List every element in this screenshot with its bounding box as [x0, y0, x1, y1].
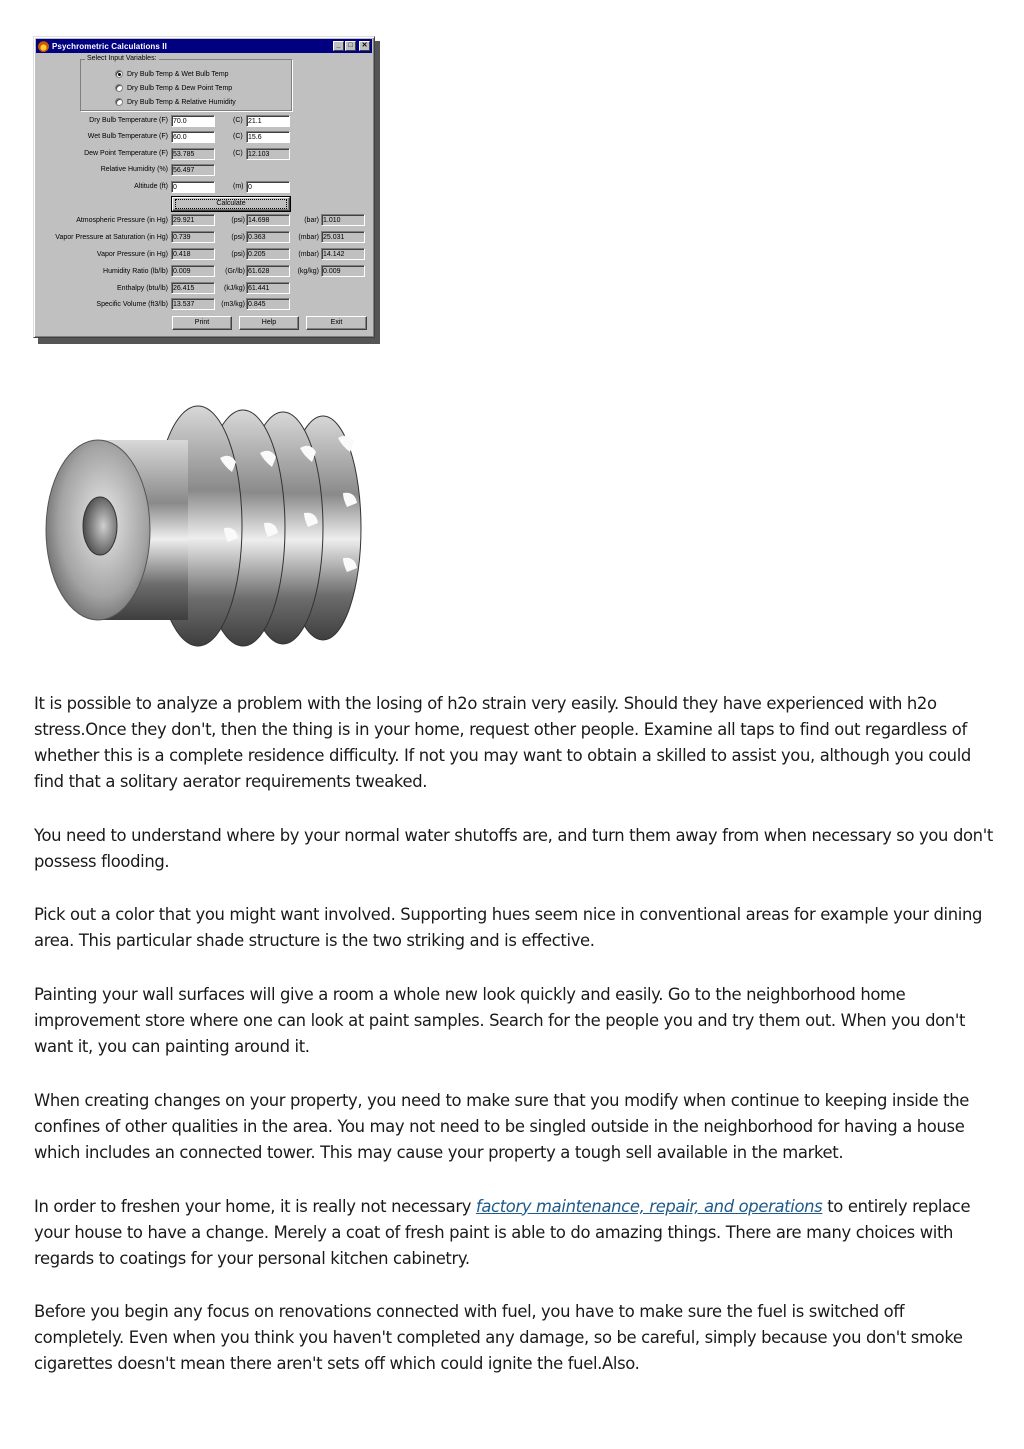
close-button[interactable]: ✕ [359, 41, 370, 51]
psi-label: (psi) [231, 234, 245, 241]
altitude-label: Altitude (ft) [134, 183, 168, 190]
atm-pressure-bar-field: 1.010 [321, 214, 365, 226]
humidity-ratio-kgkg-field: 0.009 [321, 265, 365, 277]
dry-bulb-label: Dry Bulb Temperature (F) [89, 117, 168, 124]
humidity-ratio-label: Humidity Ratio (lb/lb) [103, 268, 168, 275]
vapor-pressure-saturation-label: Vapor Pressure at Saturation (in Hg) [55, 234, 168, 241]
wet-bulb-c-input[interactable]: 15.6 [246, 131, 290, 143]
paragraph: You need to understand where by your normal water shutoffs are, and turn them away from when necessary so you don't possess flooding. [34, 825, 993, 871]
celsius-label: (C) [233, 133, 243, 140]
humidity-ratio-grlb-field: 61.628 [246, 265, 290, 277]
dry-bulb-f-input[interactable]: 70.0 [171, 115, 215, 127]
enthalpy-label: Enthalpy (btu/lb) [117, 285, 168, 292]
mbar-label: (mbar) [298, 234, 319, 241]
humidity-ratio-lblb-field: 0.009 [171, 265, 215, 277]
minimize-button[interactable]: _ [333, 41, 344, 51]
sprocket-image [38, 398, 378, 658]
mro-link[interactable]: factory maintenance, repair, and operations [475, 1196, 823, 1216]
kj-kg-label: (kJ/kg) [224, 285, 245, 292]
sprocket-hub [46, 440, 188, 620]
vp-inhg-field: 0.418 [171, 248, 215, 260]
wet-bulb-label: Wet Bulb Temperature (F) [87, 133, 168, 140]
radio-button[interactable] [115, 84, 123, 92]
radio-option-wet-bulb[interactable] [115, 70, 229, 78]
paragraph: Pick out a color that you might want involved. Supporting hues seem nice in conventional areas for example your dining area. This particular shade structure is the two striking and is effective. [34, 905, 983, 951]
psi-label: (psi) [231, 251, 245, 258]
atm-pressure-psi-field: 14.698 [246, 214, 290, 226]
m3-kg-label: (m3/kg) [221, 301, 245, 308]
title-bar[interactable] [36, 39, 372, 53]
exit-button[interactable]: Exit [306, 316, 367, 330]
vp-sat-mbar-field: 25.031 [321, 231, 365, 243]
paragraph: When creating changes on your property, you need to make sure that you modify when continue to keeping inside the confines of other qualities in the area. You may not need to be singled outside in the neighborhood for having a house which includes an connected tower. This may cause your property a tough sell available in the market. [34, 1090, 970, 1162]
group-label: Select Input Variables: [87, 55, 157, 62]
dry-bulb-c-input[interactable]: 21.1 [246, 115, 290, 127]
maximize-button[interactable]: □ [345, 41, 356, 51]
vp-mbar-field: 14.142 [321, 248, 365, 260]
paragraph: Before you begin any focus on renovations connected with fuel, you have to make sure the fuel is switched off completely. Even when you think you haven't completed any damage, so be careful, simply because you don't smoke cigarettes doesn't mean there aren't sets off which could ignite the fuel.Also. [34, 1302, 963, 1374]
radio-option-relative-humidity[interactable] [115, 98, 236, 106]
paragraph: It is possible to analyze a problem with the losing of h2o strain very easily. Should they have experienced with h2o stress.Once they don't, then the thing is in your home, request other people. Examine all taps to find out regardless of whether this is a complete residence difficulty. If not you may want to obtain a skilled to assist you, although you could find that a solitary aerator requirements tweaked. [34, 694, 971, 791]
atm-pressure-inhg-field: 29.921 [171, 214, 215, 226]
specific-volume-label: Specific Volume (ft3/lb) [96, 301, 168, 308]
atm-pressure-label: Atmospheric Pressure (in Hg) [76, 217, 168, 224]
relative-humidity-field: 56.497 [171, 164, 215, 176]
article-body [34, 691, 994, 1405]
input-variables-group [80, 55, 292, 111]
enthalpy-kj-field: 61.441 [246, 282, 290, 294]
radio-label: Dry Bulb Temp & Relative Humidity [127, 98, 236, 106]
dew-point-label: Dew Point Temperature (F) [84, 150, 168, 157]
bar-label: (bar) [304, 217, 319, 224]
psychrometric-dialog [33, 36, 375, 338]
radio-button-checked[interactable] [115, 70, 123, 78]
print-button[interactable]: Print [172, 316, 232, 330]
meters-label: (m) [233, 183, 244, 190]
flame-app-icon [38, 41, 49, 52]
vp-sat-psi-field: 0.363 [246, 231, 290, 243]
paragraph: Painting your wall surfaces will give a room a whole new look quickly and easily. Go to the neighborhood home improvement store where one can look at paint samples. Search for the people you and try them out. When you don't want it, you can painting around it. [34, 985, 966, 1057]
mbar-label: (mbar) [298, 251, 319, 258]
paragraph-text: to entirely replace your house to have a change. Merely a coat of fresh paint is able to do amazing things. There are many choices with regards to coatings for your personal kitchen cabinetry. [34, 1196, 971, 1268]
celsius-label: (C) [233, 117, 243, 124]
gr-lb-label: (Gr/lb) [225, 268, 245, 275]
radio-button[interactable] [115, 98, 123, 106]
help-button[interactable]: Help [239, 316, 299, 330]
dew-point-c-field: 12.103 [246, 148, 290, 160]
radio-label: Dry Bulb Temp & Dew Point Temp [127, 84, 233, 92]
celsius-label: (C) [233, 150, 243, 157]
radio-option-dew-point[interactable] [115, 84, 232, 92]
radio-label: Dry Bulb Temp & Wet Bulb Temp [127, 70, 229, 78]
psi-label: (psi) [231, 217, 245, 224]
vapor-pressure-label: Vapor Pressure (in Hg) [96, 251, 168, 258]
specific-volume-m3-field: 0.845 [246, 298, 290, 310]
calculate-button[interactable] [172, 197, 290, 211]
specific-volume-ft3-field: 13.537 [171, 298, 215, 310]
window-title: Psychrometric Calculations II [52, 41, 167, 51]
vp-psi-field: 0.205 [246, 248, 290, 260]
wet-bulb-f-input[interactable]: 60.0 [171, 131, 215, 143]
kg-kg-label: (kg/kg) [297, 268, 319, 275]
altitude-ft-input[interactable]: 0 [171, 181, 215, 193]
dew-point-f-field: 53.785 [171, 148, 215, 160]
paragraph-text: In order to freshen your home, it is really not necessary [34, 1196, 476, 1216]
altitude-m-input[interactable]: 0 [246, 181, 290, 193]
paragraph-with-link [34, 1194, 994, 1272]
relative-humidity-label: Relative Humidity (%) [100, 166, 168, 173]
vp-sat-inhg-field: 0.739 [171, 231, 215, 243]
enthalpy-btu-field: 26.415 [171, 282, 215, 294]
calculate-label: Calculate [175, 199, 287, 209]
